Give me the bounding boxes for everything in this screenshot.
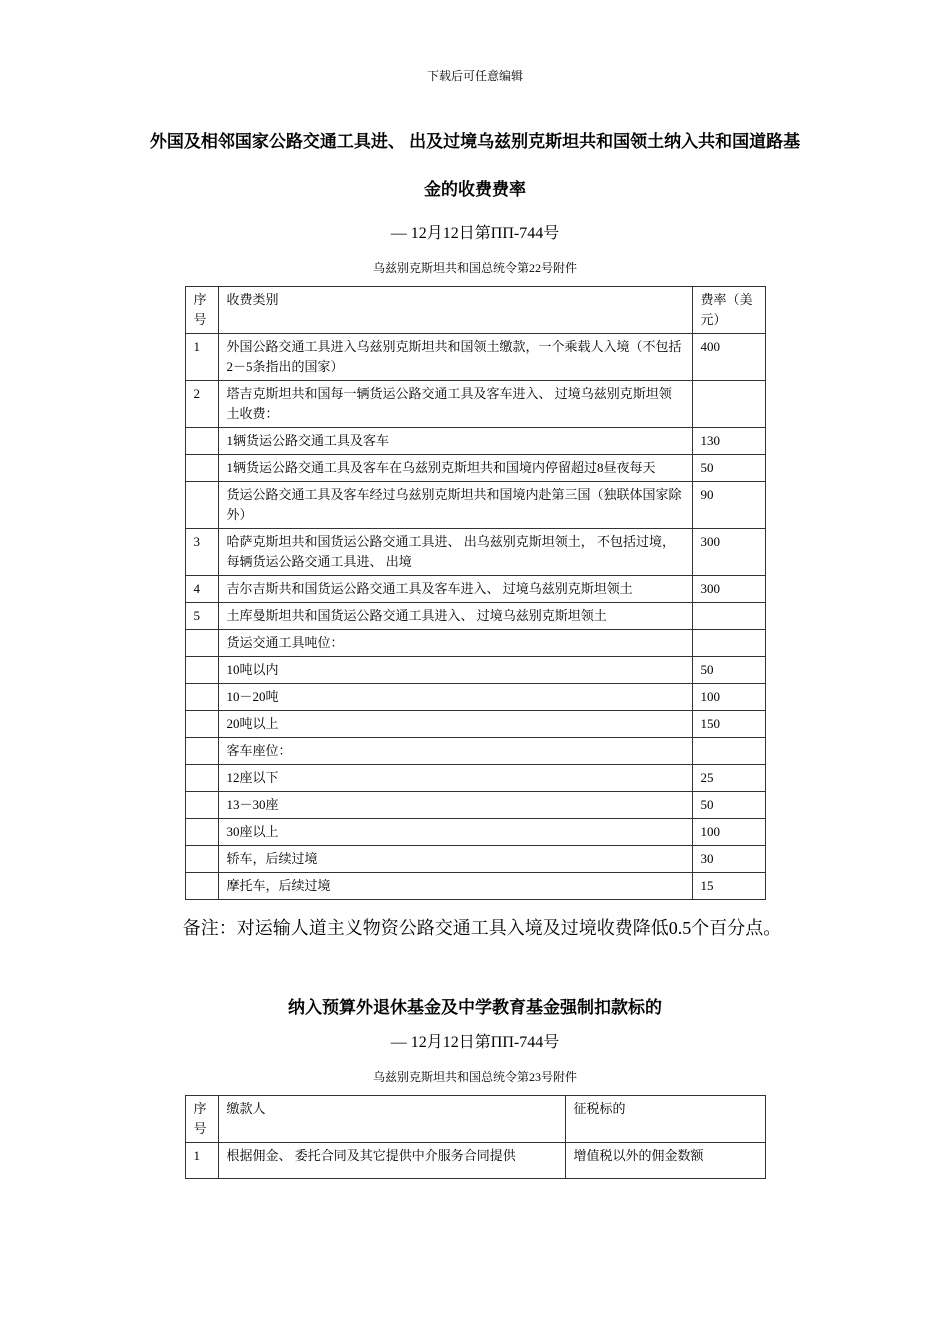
row-text: 货运公路交通工具及客车经过乌兹别克斯坦共和国境内赴第三国（独联体国家除外）: [218, 482, 692, 529]
row-number: [185, 428, 218, 455]
row-value: 90: [692, 482, 765, 529]
row-value: 增值税以外的佣金数额: [565, 1143, 765, 1179]
row-text: 轿车，后续过境: [218, 846, 692, 873]
row-value: 130: [692, 428, 765, 455]
row-number: [185, 684, 218, 711]
row-number: [185, 711, 218, 738]
table-row: [185, 657, 765, 684]
table-row: [185, 873, 765, 900]
section2-subtitle: — 12月12日第ПП-744号: [390, 1034, 560, 1051]
table-header-row: [185, 1096, 765, 1143]
row-value: [692, 630, 765, 657]
header-row-number: 序号: [185, 287, 218, 334]
row-text: 1辆货运公路交通工具及客车在乌兹别克斯坦共和国境内停留超过8昼夜每天: [218, 455, 692, 482]
row-number: [185, 657, 218, 684]
table-row: [185, 603, 765, 630]
table-row: [185, 738, 765, 765]
row-value: 100: [692, 684, 765, 711]
table-row: [185, 792, 765, 819]
table-row: [185, 529, 765, 576]
row-value: 15: [692, 873, 765, 900]
row-value: 400: [692, 334, 765, 381]
row-value: 100: [692, 819, 765, 846]
table-row: [185, 846, 765, 873]
row-text: 根据佣金、 委托合同及其它提供中介服务合同提供: [218, 1143, 565, 1179]
row-value: 30: [692, 846, 765, 873]
row-number: [185, 846, 218, 873]
row-number: [185, 455, 218, 482]
table-row: [185, 630, 765, 657]
table-row: [185, 428, 765, 455]
table-row: [185, 819, 765, 846]
row-text: 30座以上: [218, 819, 692, 846]
row-text: 10吨以内: [218, 657, 692, 684]
row-number: 5: [185, 603, 218, 630]
row-number: [185, 819, 218, 846]
table-header-row: [185, 287, 765, 334]
row-number: [185, 873, 218, 900]
row-text: 塔吉克斯坦共和国每一辆货运公路交通工具及客车进入、 过境乌兹别克斯坦领土收费：: [218, 381, 692, 428]
header-fee-category: 收费类别: [218, 287, 692, 334]
table-row: [185, 711, 765, 738]
row-number: [185, 792, 218, 819]
row-number: 4: [185, 576, 218, 603]
row-text: 土库曼斯坦共和国货运公路交通工具进入、 过境乌兹别克斯坦领土: [218, 603, 692, 630]
note-text: 备注：对运输人道主义物资公路交通工具入境及过境收费降低0.5个百分点。: [182, 918, 782, 938]
row-value: [692, 738, 765, 765]
row-text: 外国公路交通工具进入乌兹别克斯坦共和国领土缴款，一个乘载人入境（不包括2－5条指出的国家）: [218, 334, 692, 381]
section2-title: 纳入预算外退休基金及中学教育基金强制扣款标的: [288, 998, 662, 1017]
table-row: [185, 334, 765, 381]
row-number: [185, 482, 218, 529]
table-row: [185, 576, 765, 603]
row-text: 1辆货运公路交通工具及客车: [218, 428, 692, 455]
row-number: [185, 630, 218, 657]
table-row: [185, 455, 765, 482]
row-value: 300: [692, 529, 765, 576]
row-text: 12座以下: [218, 765, 692, 792]
row-text: 吉尔吉斯共和国货运公路交通工具及客车进入、 过境乌兹别克斯坦领土: [218, 576, 692, 603]
header-payer: 缴款人: [218, 1096, 565, 1143]
deduction-table: [185, 1095, 766, 1179]
row-value: 50: [692, 657, 765, 684]
doc-header-text: 下载后可任意编辑: [426, 69, 523, 83]
table-row: [185, 765, 765, 792]
row-value: 150: [692, 711, 765, 738]
table-row: [185, 482, 765, 529]
row-number: 1: [185, 1143, 218, 1179]
row-number: 2: [185, 381, 218, 428]
row-number: [185, 765, 218, 792]
row-value: [692, 381, 765, 428]
row-text: 货运交通工具吨位：: [218, 630, 692, 657]
row-value: 50: [692, 455, 765, 482]
section1-title: 外国及相邻国家公路交通工具进、 出及过境乌兹别克斯坦共和国领土纳入共和国道路基金的收费费率: [149, 132, 801, 199]
row-text: 客车座位：: [218, 738, 692, 765]
row-value: 25: [692, 765, 765, 792]
table-row: [185, 381, 765, 428]
section1-caption: 乌兹别克斯坦共和国总统令第22号附件: [372, 261, 577, 275]
table-row: [185, 1143, 765, 1179]
row-number: 1: [185, 334, 218, 381]
row-text: 10－20吨: [218, 684, 692, 711]
header-row-number: 序号: [185, 1096, 218, 1143]
section2-caption: 乌兹别克斯坦共和国总统令第23号附件: [372, 1070, 577, 1084]
row-value: 50: [692, 792, 765, 819]
row-text: 摩托车，后续过境: [218, 873, 692, 900]
row-text: 20吨以上: [218, 711, 692, 738]
table-row: [185, 684, 765, 711]
row-value: 300: [692, 576, 765, 603]
row-number: 3: [185, 529, 218, 576]
row-text: 哈萨克斯坦共和国货运公路交通工具进、 出乌兹别克斯坦领土， 不包括过境，每辆货运公路交通工具进、 出境: [218, 529, 692, 576]
row-text: 13－30座: [218, 792, 692, 819]
fee-rate-table: [185, 286, 766, 900]
section1-subtitle: — 12月12日第ПП-744号: [390, 225, 560, 242]
row-value: [692, 603, 765, 630]
header-fee-rate: 费率（美元）: [692, 287, 765, 334]
row-number: [185, 738, 218, 765]
header-tax-object: 征税标的: [565, 1096, 765, 1143]
